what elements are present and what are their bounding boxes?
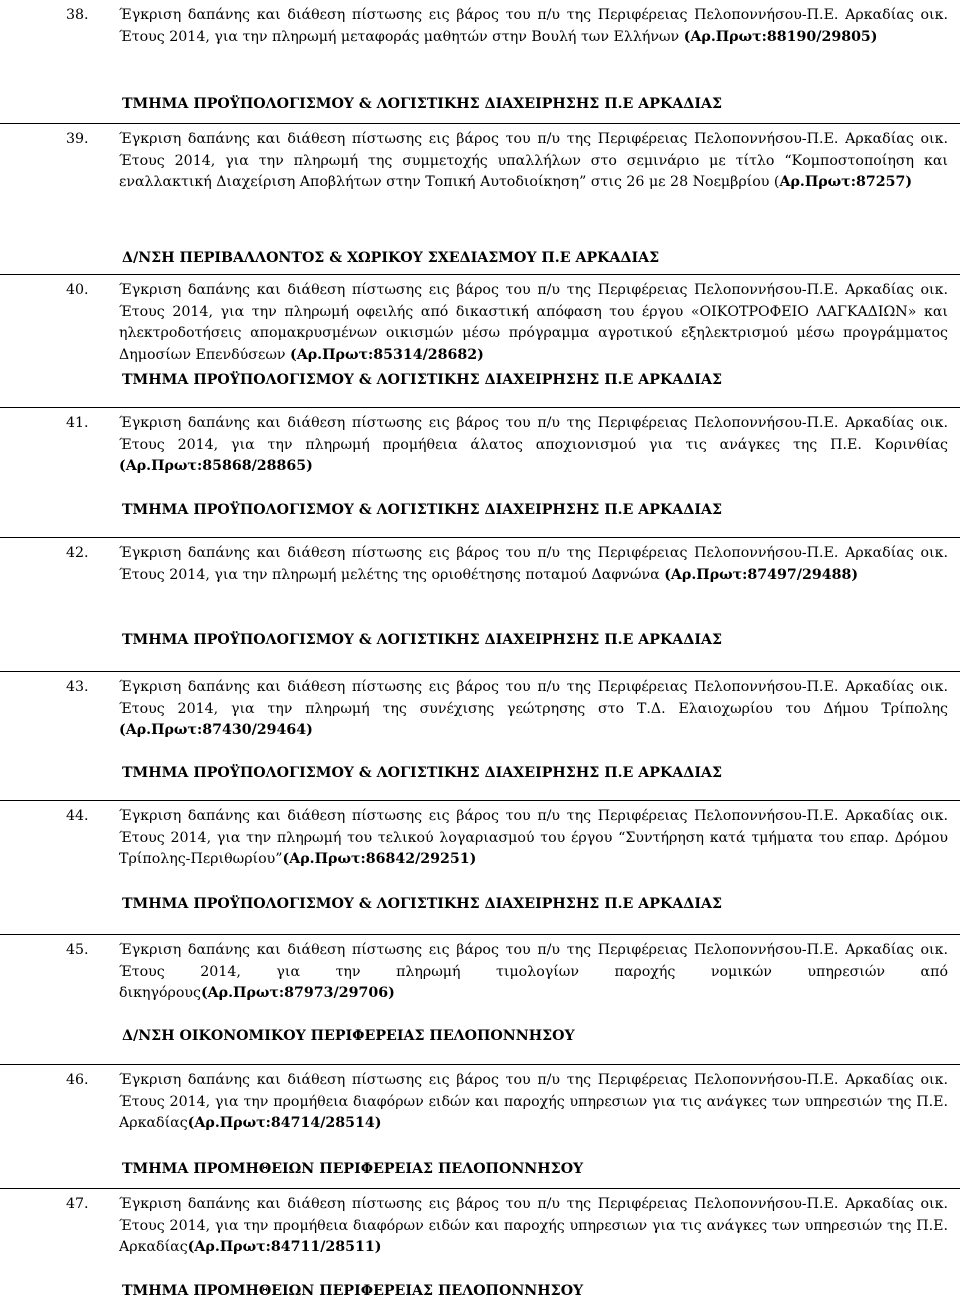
item-department: ΤΜΗΜΑ ΠΡΟΜΗΘΕΙΩΝ ΠΕΡΙΦΕΡΕΙΑΣ ΠΕΛΟΠΟΝΝΗΣΟΥ	[122, 1283, 584, 1299]
item-body	[119, 806, 948, 871]
item-department: ΤΜΗΜΑ ΠΡΟΫΠΟΛΟΓΙΣΜΟΥ & ΛΟΓΙΣΤΙΚΗΣ ΔΙΑΧΕΙΡΗΣΗΣ Π.Ε ΑΡΚΑΔΙΑΣ	[122, 765, 722, 781]
item-number: 38.	[66, 7, 89, 23]
item-body	[119, 129, 948, 194]
item-protocol-ref: (Αρ.Πρωτ:84711/28511)	[187, 1239, 382, 1256]
item-text: Έγκριση δαπάνης και διάθεση πίστωσης εις βάρος του π/υ της Περιφέρειας Πελοποννήσου-Π.Ε. Αρκαδίας οικ. Έτους 2014, για την πληρωμή προμήθεια άλατος αποχιονισμού για τις ανάγκες της Π.Ε. Κορινθίας	[119, 415, 948, 453]
item-description	[119, 129, 948, 194]
item-body	[119, 1070, 948, 1135]
item-text: Έγκριση δαπάνης και διάθεση πίστωσης εις βάρος του π/υ της Περιφέρειας Πελοποννήσου-Π.Ε. Αρκαδίας οικ. Έτους 2014, για την προμήθεια διαφόρων ειδών και παροχής υπηρεσιων για τις ανάγκες των υπηρεσιών της Π.Ε. Αρκαδίας	[119, 1196, 948, 1256]
item-description	[119, 280, 948, 366]
item-body	[119, 5, 948, 48]
item-department: ΤΜΗΜΑ ΠΡΟΫΠΟΛΟΓΙΣΜΟΥ & ΛΟΓΙΣΤΙΚΗΣ ΔΙΑΧΕΙΡΗΣΗΣ Π.Ε ΑΡΚΑΔΙΑΣ	[122, 502, 722, 518]
item-protocol-ref: (Αρ.Πρωτ:86842/29251)	[282, 851, 477, 868]
item-protocol-ref: (Αρ.Πρωτ:84714/28514)	[187, 1115, 382, 1132]
item-description	[119, 806, 948, 871]
item-text: Έγκριση δαπάνης και διάθεση πίστωσης εις βάρος του π/υ της Περιφέρειας Πελοποννήσου-Π.Ε. Αρκαδίας οικ. Έτους 2014, για την πληρωμή τιμολογίων παροχής νομικών υπηρεσιών από δικηγόρους	[119, 942, 948, 1002]
item-text: Έγκριση δαπάνης και διάθεση πίστωσης εις βάρος του π/υ της Περιφέρειας Πελοποννήσου-Π.Ε. Αρκαδίας οικ. Έτους 2014, για την προμήθεια διαφόρων ειδών και παροχής υπηρεσιων για τις ανάγκες των υπηρεσιών της Π.Ε. Αρκαδίας	[119, 1072, 948, 1132]
item-department: ΤΜΗΜΑ ΠΡΟΫΠΟΛΟΓΙΣΜΟΥ & ΛΟΓΙΣΤΙΚΗΣ ΔΙΑΧΕΙΡΗΣΗΣ Π.Ε ΑΡΚΑΔΙΑΣ	[122, 632, 722, 648]
item-text: Έγκριση δαπάνης και διάθεση πίστωσης εις βάρος του π/υ της Περιφέρειας Πελοποννήσου-Π.Ε. Αρκαδίας οικ. Έτους 2014, για την πληρωμή μεταφοράς μαθητών στην Βουλή των Ελλήνων	[119, 7, 948, 45]
agenda-item	[0, 407, 960, 537]
item-department: Δ/ΝΣΗ ΠΕΡΙΒΑΛΛΟΝΤΟΣ & ΧΩΡΙΚΟΥ ΣΧΕΔΙΑΣΜΟΥ Π.Ε ΑΡΚΑΔΙΑΣ	[122, 250, 660, 266]
agenda-item	[0, 537, 960, 671]
item-description	[119, 543, 948, 586]
item-number: 45.	[66, 942, 89, 958]
agenda-item	[0, 800, 960, 934]
item-protocol-ref: Αρ.Πρωτ:87257)	[779, 174, 913, 191]
agenda-item	[0, 123, 960, 274]
item-number: 46.	[66, 1072, 89, 1088]
item-description	[119, 677, 948, 742]
item-protocol-ref: (Αρ.Πρωτ:85868/28865)	[119, 458, 313, 475]
agenda-item	[0, 0, 960, 123]
agenda-item	[0, 1188, 960, 1311]
item-number: 44.	[66, 808, 89, 824]
item-protocol-ref: (Αρ.Πρωτ:88190/29805)	[683, 28, 878, 45]
agenda-item	[0, 934, 960, 1064]
item-text: Έγκριση δαπάνης και διάθεση πίστωσης εις βάρος του π/υ της Περιφέρειας Πελοποννήσου-Π.Ε. Αρκαδίας οικ. Έτους 2014, για την πληρωμή της συμμετοχής υπαλλήλων στο σεμινάριο με τίτλο “Κομποστοποίηση και εναλλακτική Διαχείριση Αποβλήτων στην Τοπική Αυτοδιοίκηση” στις 26 με 28 Νοεμβρίου (	[119, 131, 948, 191]
item-description	[119, 1070, 948, 1135]
item-number: 41.	[66, 415, 89, 431]
agenda-item	[0, 274, 960, 407]
item-description	[119, 940, 948, 1005]
item-text: Έγκριση δαπάνης και διάθεση πίστωσης εις βάρος του π/υ της Περιφέρειας Πελοποννήσου-Π.Ε. Αρκαδίας οικ. Έτους 2014, για την πληρωμή του τελικού λογαριασμού του έργου “Συντήρηση κατά τμήματα του επαρ. Δρόμου Τρίπολης-Περιθωρίου”	[119, 808, 948, 868]
item-number: 39.	[66, 131, 89, 147]
item-text: Έγκριση δαπάνης και διάθεση πίστωσης εις βάρος του π/υ της Περιφέρειας Πελοποννήσου-Π.Ε. Αρκαδίας οικ. Έτους 2014, για την πληρωμή μελέτης της οριοθέτησης ποταμού Δαφνώνα	[119, 545, 948, 583]
item-department: ΤΜΗΜΑ ΠΡΟΜΗΘΕΙΩΝ ΠΕΡΙΦΕΡΕΙΑΣ ΠΕΛΟΠΟΝΝΗΣΟΥ	[122, 1161, 584, 1177]
item-number: 42.	[66, 545, 89, 561]
agenda-item	[0, 1064, 960, 1188]
item-body	[119, 940, 948, 1005]
item-department: ΤΜΗΜΑ ΠΡΟΫΠΟΛΟΓΙΣΜΟΥ & ΛΟΓΙΣΤΙΚΗΣ ΔΙΑΧΕΙΡΗΣΗΣ Π.Ε ΑΡΚΑΔΙΑΣ	[122, 372, 722, 388]
item-body	[119, 543, 948, 586]
item-department: ΤΜΗΜΑ ΠΡΟΫΠΟΛΟΓΙΣΜΟΥ & ΛΟΓΙΣΤΙΚΗΣ ΔΙΑΧΕΙΡΗΣΗΣ Π.Ε ΑΡΚΑΔΙΑΣ	[122, 96, 722, 112]
item-number: 40.	[66, 282, 89, 298]
item-body	[119, 413, 948, 478]
item-number: 43.	[66, 679, 89, 695]
item-body	[119, 1194, 948, 1259]
item-protocol-ref: (Αρ.Πρωτ:87430/29464)	[119, 722, 313, 739]
item-protocol-ref: (Αρ.Πρωτ:85314/28682)	[290, 346, 484, 363]
item-protocol-ref: (Αρ.Πρωτ:87973/29706)	[200, 985, 395, 1002]
item-protocol-ref: (Αρ.Πρωτ:87497/29488)	[664, 566, 859, 583]
item-department: ΤΜΗΜΑ ΠΡΟΫΠΟΛΟΓΙΣΜΟΥ & ΛΟΓΙΣΤΙΚΗΣ ΔΙΑΧΕΙΡΗΣΗΣ Π.Ε ΑΡΚΑΔΙΑΣ	[122, 896, 722, 912]
item-text: Έγκριση δαπάνης και διάθεση πίστωσης εις βάρος του π/υ της Περιφέρειας Πελοποννήσου-Π.Ε. Αρκαδίας οικ. Έτους 2014, για την πληρωμή οφειλής από δικαστική απόφαση του έργου «ΟΙΚΟΤΡΟΦΕΙΟ ΛΑΓΚΑΔΙΩΝ» και ηλεκτροδοτήσεις απομακρυσμένων οικισμών μέσω πρόγραμμα αγροτικού εξηλεκτρισμού μέσω προγράμματος Δημοσίων Επενδύσεων	[119, 282, 948, 363]
item-body	[119, 677, 948, 742]
agenda-item	[0, 671, 960, 800]
item-department: Δ/ΝΣΗ ΟΙΚΟΝΟΜΙΚΟΥ ΠΕΡΙΦΕΡΕΙΑΣ ΠΕΛΟΠΟΝΝΗΣΟΥ	[122, 1028, 575, 1044]
item-description	[119, 5, 948, 48]
item-body	[119, 280, 948, 366]
item-description	[119, 1194, 948, 1259]
item-text: Έγκριση δαπάνης και διάθεση πίστωσης εις βάρος του π/υ της Περιφέρειας Πελοποννήσου-Π.Ε. Αρκαδίας οικ. Έτους 2014, για την πληρωμή της συνέχισης γεώτρησης στο Τ.Δ. Ελαιοχωρίου του Δήμου Τρίπολης	[119, 679, 948, 717]
item-number: 47.	[66, 1196, 89, 1212]
item-description	[119, 413, 948, 478]
